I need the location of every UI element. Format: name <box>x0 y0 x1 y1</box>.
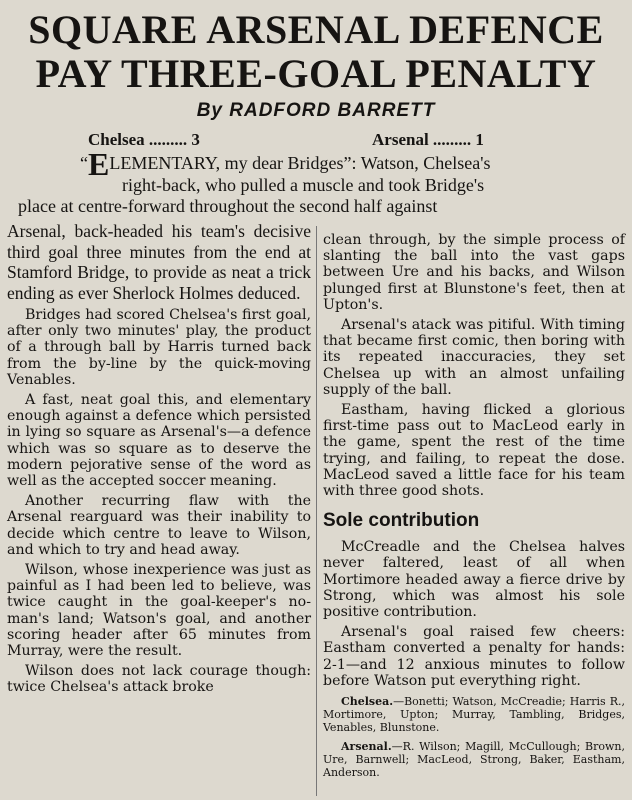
subheading: Sole contribution <box>323 510 480 532</box>
intro-line-1-text: LEMENTARY, my dear Bridges”: Watson, Chelsea's <box>109 153 491 173</box>
right-column <box>323 232 625 783</box>
paragraph: Wilson, whose inexperience was just as painful as I had been led to believe, was twice caught in the goal-keeper's no-man's land; Watson's goal, and another scoring header after 65 minutes from Murray, were the result. <box>7 562 311 660</box>
paragraph: Another recurring flaw with the Arsenal rearguard was their inability to decide which centre to leave to Wilson, and which to try and head away. <box>7 493 311 558</box>
left-column <box>7 221 311 700</box>
team-lineup-arsenal <box>323 740 625 779</box>
team-players-chelsea: —Bonetti; Watson, McCreadie; Harris R., Mortimore, Upton; Murray, Tambling, Bridges, Venables, Blunstone. <box>323 695 625 735</box>
paragraph: Bridges had scored Chelsea's first goal, after only two minutes' play, the product of a through ball by Harris turned back from the by-line by the quick-moving Venables. <box>7 307 311 388</box>
team-label-chelsea: Chelsea. <box>341 695 394 709</box>
paragraph: clean through, by the simple process of slanting the ball into the vast gaps between Ure and his backs, and Wilson plunged first at Blunstone's feet, then at Upton's. <box>323 232 625 313</box>
team-players-arsenal: —R. Wilson; Magill, McCullough; Brown, Ure, Barnwell; MacLeod, Strong, Baker, Eastham, Anderson. <box>323 740 625 780</box>
paragraph: Arsenal's goal raised few cheers: Eastham converted a penalty for hands: 2-1—and 12 anxious minutes to follow before Watson put everything right. <box>323 624 625 689</box>
team-lineup-chelsea <box>323 695 625 734</box>
intro-line-1 <box>18 146 618 182</box>
intro-line-2: right-back, who pulled a muscle and took Bridge's <box>122 175 485 195</box>
team-label-arsenal: Arsenal. <box>341 740 392 754</box>
score-away: Arsenal ......... 1 <box>372 130 484 149</box>
drop-letter: E <box>88 146 110 182</box>
byline: By RADFORD BARRETT <box>196 100 436 121</box>
intro-paragraph <box>18 146 618 217</box>
paragraph: McCreadle and the Chelsea halves never faltered, least of all when Mortimore headed away a fierce drive by Strong, which was almost his sole positive contribution. <box>323 539 625 621</box>
headline-line-2: PAY THREE-GOAL PENALTY <box>35 51 597 96</box>
column-divider <box>316 226 317 796</box>
lead-paragraph: Arsenal, back-headed his team's decisive third goal three minutes from the end at Stamford Bridge, to provide as neat a trick ending as ever Sherlock Holmes deduced. <box>7 221 311 303</box>
paragraph: Arsenal's atack was pitiful. With timing that became first comic, then boring with its repeated inaccuracies, they set Chelsea up with an almost unfailing supply of the ball. <box>323 317 625 398</box>
headline-line-1: SQUARE ARSENAL DEFENCE <box>28 7 604 52</box>
paragraph: A fast, neat goal this, and elementary enough against a defence which persisted in lying so square as Arsenal's—a defence which was so square as to deserve the modern pejorative sense of the word as well as the accepted soccer meaning. <box>7 392 311 490</box>
intro-line-3: place at centre-forward throughout the second half against <box>18 196 438 216</box>
score-home: Chelsea ......... 3 <box>88 130 200 149</box>
paragraph: Wilson does not lack courage though: twice Chelsea's attack broke <box>7 663 311 696</box>
paragraph: Eastham, having flicked a glorious first-time pass out to MacLeod early in the game, spent the rest of the time trying, and failing, to repeat the dose. MacLeod saved a little face for his team with three good shots. <box>323 402 625 500</box>
open-quote: “ <box>80 153 88 173</box>
